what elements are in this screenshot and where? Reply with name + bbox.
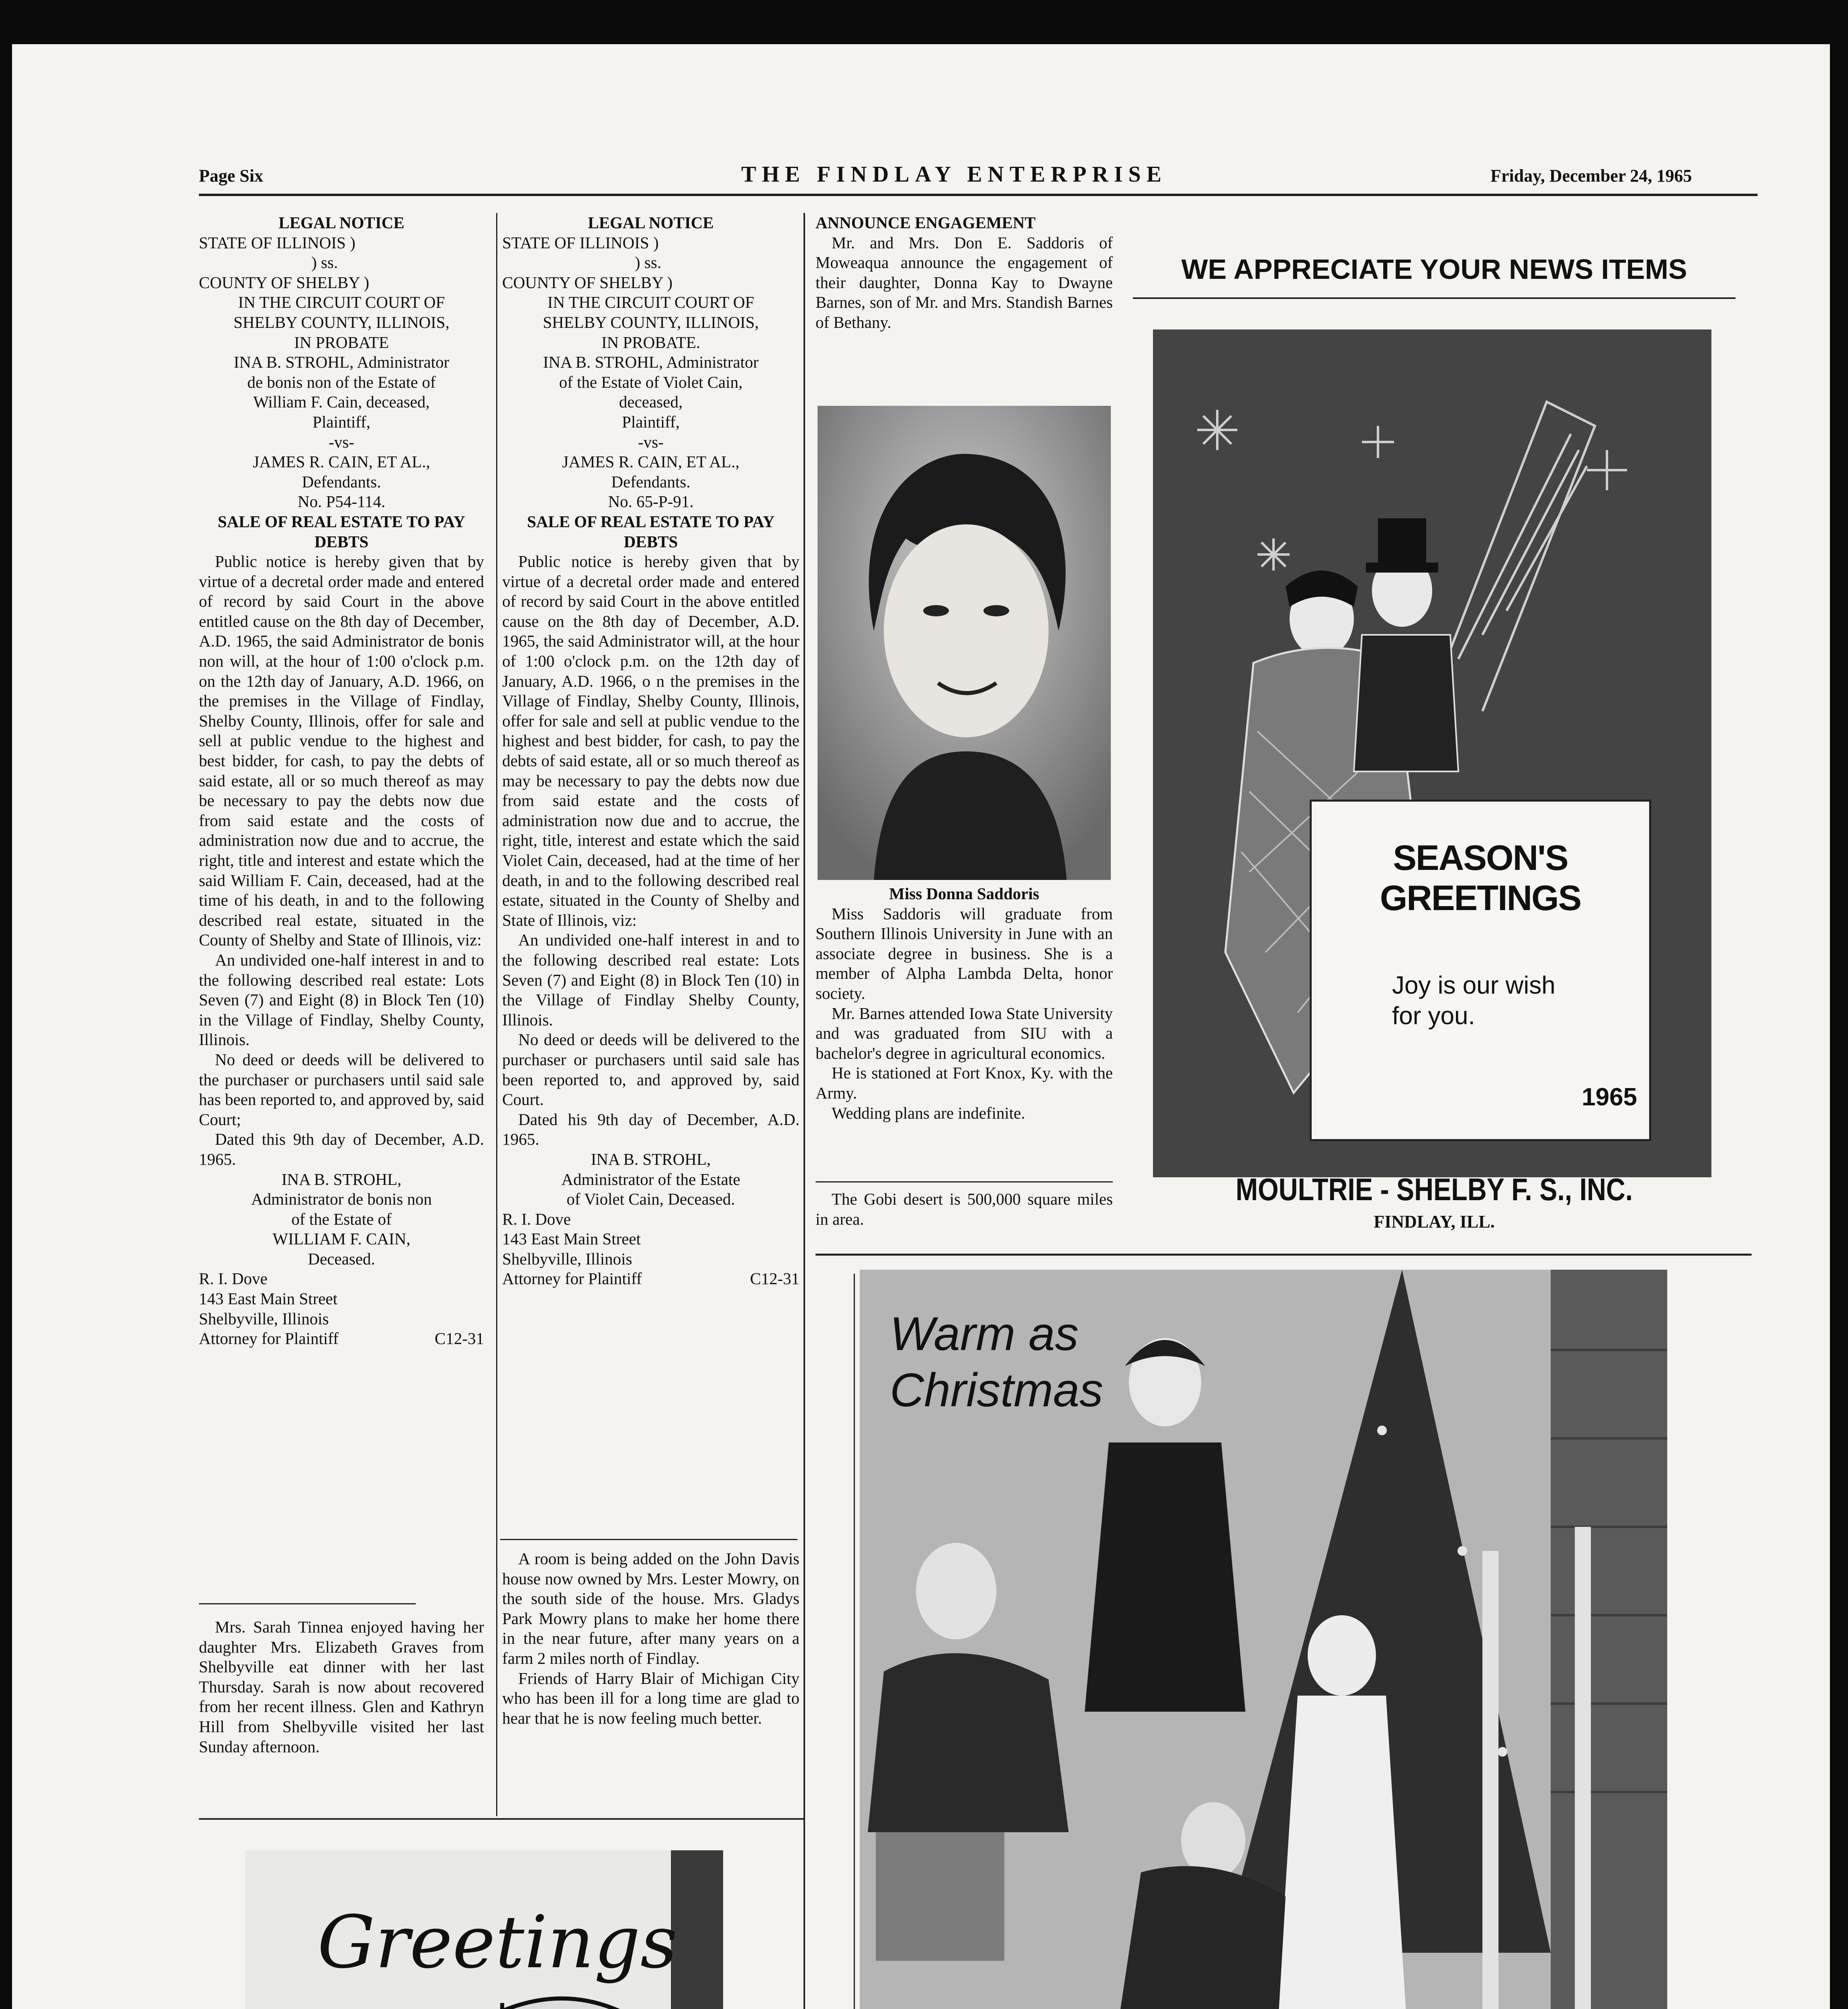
section-rule: [199, 1818, 803, 1820]
legal-subheading: SALE OF REAL ESTATE TO PAY DEBTS: [217, 512, 466, 551]
legal-heading: LEGAL NOTICE: [278, 213, 405, 232]
moultrie-company-name: MOULTRIE - SHELBY F. S., INC.: [1235, 1172, 1633, 1207]
seasons-greetings-text: SEASON'S GREETINGS: [1380, 838, 1581, 918]
paper-name: THE FINDLAY ENTERPRISE: [741, 162, 1167, 187]
column-rule: [199, 1603, 416, 1604]
gobi-filler: The Gobi desert is 500,000 square miles in area.: [816, 1190, 1113, 1228]
legal-notice-violet-cain: LEGAL NOTICE STATE OF ILLINOIS ) ) ss. COUNTY OF SHELBY ) IN THE CIRCUIT COURT OF SHELBY COUNTY, ILLINOIS, IN PROBATE. INA B. STROHL, Administrator of the Estate of Violet Cain, deceased, Plaintiff, -vs- JAMES R. CAIN, ET AL., Defendants. No. 65-P-91. SALE OF REAL ESTATE TO PAY DEBTS Public notice is hereby given that by virtue of a decretal order made and entered of record by said Court in the above entitled cause on the 8th day of December, A.D. 1965, the said Administrator will, at the hour of 1:00 o'clock p.m. on the 12th day of January, A.D. 1966, o n the premises in the Village of Findlay, Shelby County, Illinois, offer for sale and sell at public vendue to the highest and best bidder, for cash, to pay the debts of said estate, all or so much thereof as may be necessary to pay the debts now due from said estate and the costs of administration now due and to accrue, the right, title, interest and estate which the said Violet Cain, deceased, had at the time of her death, in and to the following described real estate, situated in the County of Shelby and State of Illinois, viz: An undivided one-half interest in and to the following described real estate: Lots Seven (7) and Eight (8) in Block Ten (10) in the Village of Findlay Shelby County, Illinois. No deed or deeds will be delivered to the purchaser or purchasers until said sale has been reported to, and approved by, said Court. Dated his 9th day of December, A.D. 1965. INA B. STROHL, Administrator of the Estate of Violet Cain, Deceased. R. I. Dove 143 East Main Street Shelbyville, Illinois Attorney for Plaintiff C12-31: [502, 213, 799, 1288]
news-items-banner: WE APPRECIATE YOUR NEWS ITEMS: [1181, 254, 1687, 285]
portrait-photo: [818, 406, 1111, 880]
moultrie-city: FINDLAY, ILL.: [1374, 1212, 1495, 1232]
greeting-card-panel: [1310, 800, 1651, 1141]
legal-body: Public notice is hereby given that by virtue of a decretal order made and entered of record by said Court in the above entitled cause on the 8th day of December, A.D. 1965, the said Administrator de bonis non will, at the hour of 1:00 o'clock p.m. on the 12th day of January, A.D. 1966, on the premises in the Village of Findlay, Shelby County, Illinois, offer for sale and sell at public vendue to the highest and best bidder, for cash, to pay the debts of said estate, all or so much thereof as may be necessary to pay the debts now due from said estate and the costs of administration now due and to accrue, the right, title and interest and estate which the said William F. Cain, deceased, had at the time of his death, in and to the following described real estate, situated in the County of Shelby and State of Illinois, viz:: [199, 552, 484, 949]
news-room: A room is being added on the John Davis house now owned by Mrs. Lester Mowry, on the south side of the house. Mrs. Gladys Park Mowry plans to make her home there in the near future, after many years on a farm 2 miles north of Findlay. Friends of Harry Blair of Michigan City who has been ill for a long time are glad to hear that he is now feeling much better.: [502, 1549, 799, 1728]
news-blair: Friends of Harry Blair of Michigan City who has been ill for a long time are glad to hear that he is now feeling much better.: [502, 1669, 799, 1727]
page-number: Page Six: [199, 166, 264, 186]
greetings-script: Greetings: [317, 1901, 678, 1984]
issue-date: Friday, December 24, 1965: [1490, 166, 1692, 186]
news-tinnea: Mrs. Sarah Tinnea enjoyed having her daughter Mrs. Elizabeth Graves from Shelbyville eat dinner with her last Thursday. Sarah is now about recovered from her recent illness. Glen and Kathryn Hill from Shelbyville visited her last Sunday afternoon.: [199, 1618, 484, 1756]
column-divider: [496, 213, 497, 1816]
newspaper-page: Page Six THE FINDLAY ENTERPRISE Friday, December 24, 1965 LEGAL NOTICE STATE OF ILLINOIS ) ) ss. COUNTY OF SHELBY ) IN THE CIRCUIT COURT OF SHELBY COUNTY, ILLINOIS, IN PROBATE INA B. STROHL, Administrator de bonis non of the Estate of William F. Cain, deceased, Plaintiff, -vs- JAMES R. CAIN, ET AL., Defendants. No. P54-114. SALE OF REAL ESTATE TO PAY DEBTS Public notice is hereby given that by virtue of a decretal order made and entered of record by said Court in the above entitled cause on the 8th day of December, A.D. 1965, the said Administrator de bonis non will, at the hour of 1:00 o'clock p.m. on the 12th day of January, A.D. 1966, on the premises in the Village of Findlay, Shelby County, Illinois, offer for sale and sell at public vendue to the highest and best bidder, for cash, to pay the debts of said estate, all or so much thereof as may be necessary to pay the debts now due from said estate and the costs of administration now due and to accrue, the right, title and interest and estate which the said William F. Cain, deceased, had at the time of his death, in and to the following described real estate, situated in the County of Shelby and State of Illinois, viz: An undivided one-half interest in and to the following described real estate: Lots Seven (7) and Eight (8) in Block Ten (10) in the Village of Findlay, Shelby County, Illinois. No deed or deeds will be delivered to the purchaser or purchasers until said sale has been reported to, and approved by, said Court; Dated this 9th day of December, A.D. 1965. INA B. STROHL, Administrator de bonis non of the Estate of WILLIAM F. CAIN, Deceased. R. I. Dove 143 East Main Street Shelbyville, Illinois Attorney for Plaintiff C12-31 Mrs. Sarah Tinnea enjoyed having her daughter Mrs. Elizabeth Graves from Shelbyville eat dinner with her last Thursday. Sarah is now about recovered from her recent illness. Glen and Kathryn Hill from Shelbyville visited her last Sunday afternoon. LEGAL NOTICE STATE OF ILLINOIS ) ) ss. COUNTY OF SHELBY ) IN THE CIRCUIT COURT OF SHELBY COUNTY, ILLINOIS, IN PROBATE. INA B. STROHL, Administrator of the Estate of Violet Cain, deceased, Plaintiff, -vs- JAMES R. CAIN, ET AL., Defendants. No. 65-P-91. SALE OF REAL ESTATE TO PAY DEBTS Public notice is hereby given that by virtue of a decretal order made and entered of record by said Court in the above entitled cause on the 8th day of December, A.D. 1965, the said Administrator will, at the hour of 1:00 o'clock p.m. on the 12th day of January, A.D. 1966, o n the premises in the Village of Findlay, Shelby County, Illinois, offer for sale and sell at public vendue to the highest and best bidder, for cash, to pay the debts of said estate, all or so much thereof as may be necessary to pay the debts now due from said estate and the costs of administration now due and to accrue, the right, title, interest and estate which the said Violet Cain, deceased, had at the time of her death, in and to the following described real estate, situated in the County of Shelby and State of Illinois, viz: An undivided one-half interest in and to the following described real estate: Lots Seven (7) and Eight (8) in Block Ten (10) in the Village of Findlay Shelby County, Illinois. No deed or deeds will be delivered to the purchaser or purchasers until said sale has been reported to, and approved by, said Court. Dated his 9th day of December, A.D. 1965. INA B. STROHL, Administrator of the Estate of Violet Cain, Deceased. R. I. Dove 143 East Main Street Shelbyville, Illinois Attorney for Plaintiff C12-31 A room is being added on the John Davis house now owned by Mrs. Lester Mowry, on the south side of the house. Mrs. Gladys Park Mowry plans to make her home there in the near future, after many years on a farm 2 miles north of Findlay. Friends of Harry Blair of Michigan City who has been ill for a long time are glad to hear that he is now feeling much better. ANNOUNCE ENGAGEMENT Mr. and Mrs. Don E. Saddoris of Moweaqua announce the engagement of their daughter, Donna Kay to Dwayne Barnes, son of Mr. and Mrs. Standish Barnes of Bethany. Miss Donna Saddoris Miss Saddoris will graduate from Southern Illinois University in June with an associate degree in business. She is a member of Alpha Lambda Delta, honor society. Mr. Barnes attended Iowa State University and was graduated from SIU with a bachelor's degree in agricultural economics. He is stationed at Fort Knox, Ky. with the Army. Wedding plans are indefinite. The Gobi desert is 500,000 square miles in area. WE APPRECIATE YOUR NEWS ITEMS SEASON'S GREETINGS Joy is our wish for you. 1965 MOULTRIE - SHELBY F. S., INC. FINDLAY, ILL. Warm as Christmas Greetings: [12, 44, 1830, 2009]
joy-wish-text: Joy is our wish for you.: [1392, 972, 1556, 1030]
legal-notice-cain: LEGAL NOTICE STATE OF ILLINOIS ) ) ss. COUNTY OF SHELBY ) IN THE CIRCUIT COURT OF SHELBY COUNTY, ILLINOIS, IN PROBATE INA B. STROHL, Administrator de bonis non of the Estate of William F. Cain, deceased, Plaintiff, -vs- JAMES R. CAIN, ET AL., Defendants. No. P54-114. SALE OF REAL ESTATE TO PAY DEBTS Public notice is hereby given that by virtue of a decretal order made and entered of record by said Court in the above entitled cause on the 8th day of December, A.D. 1965, the said Administrator de bonis non will, at the hour of 1:00 o'clock p.m. on the 12th day of January, A.D. 1966, on the premises in the Village of Findlay, Shelby County, Illinois, offer for sale and sell at public vendue to the highest and best bidder, for cash, to pay the debts of said estate, all or so much thereof as may be necessary to pay the debts now due from said estate and the costs of administration now due and to accrue, the right, title and interest and estate which the said William F. Cain, deceased, had at the time of his death, in and to the following described real estate, situated in the County of Shelby and State of Illinois, viz: An undivided one-half interest in and to the following described real estate: Lots Seven (7) and Eight (8) in Block Ten (10) in the Village of Findlay, Shelby County, Illinois. No deed or deeds will be delivered to the purchaser or purchasers until said sale has been reported to, and approved by, said Court; Dated this 9th day of December, A.D. 1965. INA B. STROHL, Administrator de bonis non of the Estate of WILLIAM F. CAIN, Deceased. R. I. Dove 143 East Main Street Shelbyville, Illinois Attorney for Plaintiff C12-31: [199, 213, 484, 1349]
warm-as-christmas-title: Warm as Christmas: [890, 1307, 1104, 1417]
column-rule: [816, 1181, 1113, 1182]
photo-caption: Miss Donna Saddoris: [889, 884, 1039, 903]
ad-year: 1965: [1582, 1083, 1637, 1111]
banner-rule: [1133, 297, 1736, 299]
legal-code: C12-31: [435, 1329, 484, 1348]
section-rule: [816, 1254, 1752, 1256]
ad-border-left: [854, 1274, 855, 2009]
engagement-announcement: ANNOUNCE ENGAGEMENT Mr. and Mrs. Don E. Saddoris of Moweaqua announce the engagement of their daughter, Donna Kay to Dwayne Barnes, son of Mr. and Mrs. Standish Barnes of Bethany.: [816, 213, 1113, 331]
masthead-rule: [199, 194, 1758, 196]
column-rule: [500, 1539, 797, 1540]
column-divider: [803, 213, 805, 2009]
